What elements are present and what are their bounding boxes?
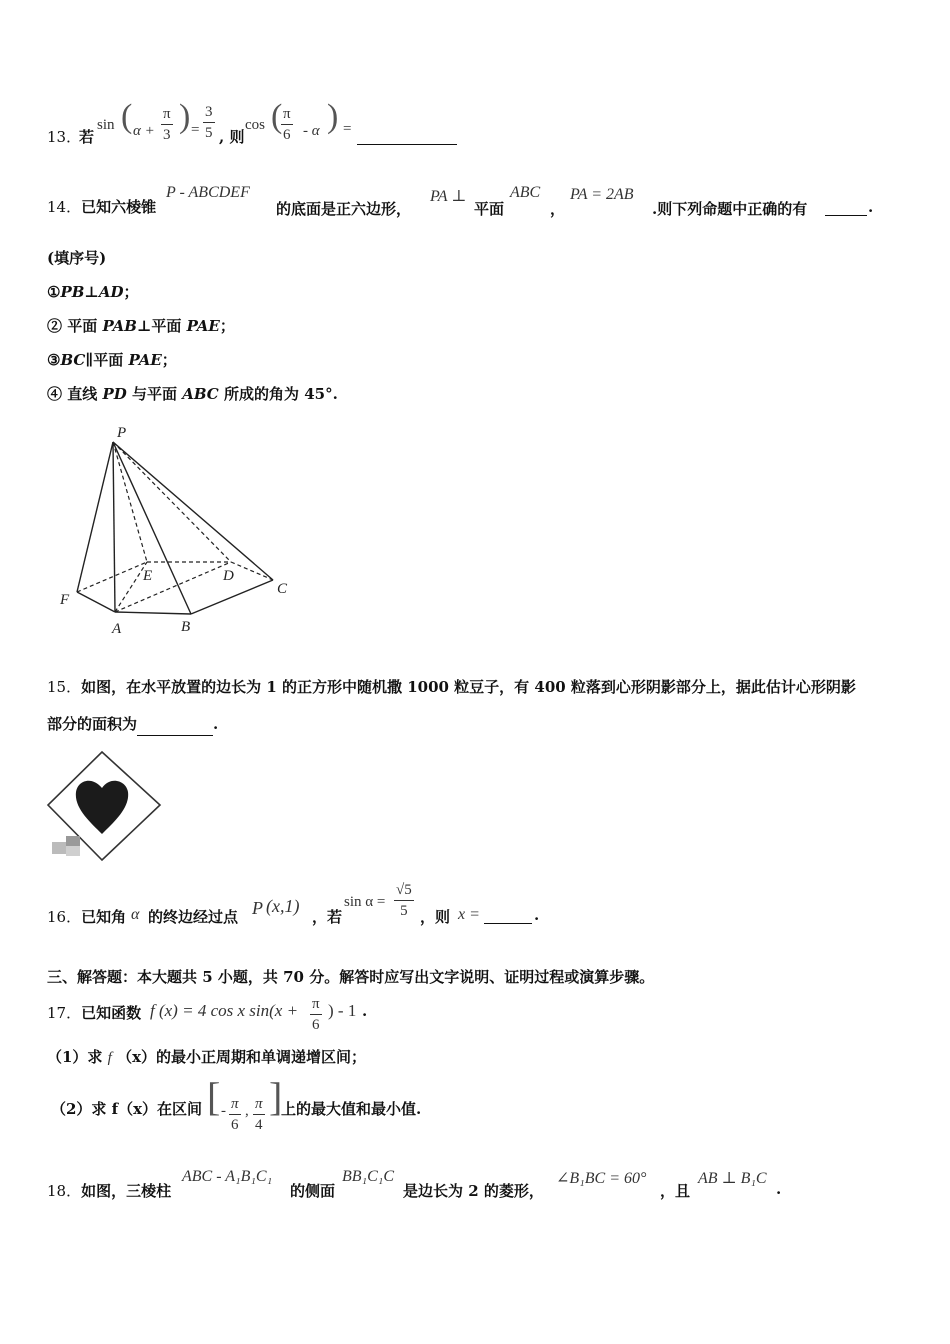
- numerator: √5: [394, 880, 414, 901]
- sqrt5-over-5-fraction: [394, 880, 414, 921]
- plane-pab: PAB: [102, 317, 137, 335]
- part-text: （x）的最小正周期和单调递增区间；: [111, 1048, 367, 1066]
- question-text: 已知函数: [81, 1004, 142, 1022]
- plane-abc: ABC: [510, 184, 541, 201]
- plane-pae: PAE: [186, 317, 220, 335]
- pi-over-6-fraction: [281, 104, 293, 145]
- period: .: [868, 198, 874, 216]
- angle-alpha: α: [131, 906, 140, 923]
- left-paren: (: [121, 98, 133, 135]
- answer-blank[interactable]: [357, 132, 457, 145]
- question-text: ，若: [312, 908, 343, 926]
- option-marker: ③: [47, 351, 61, 369]
- edge-ab: [115, 612, 191, 614]
- left-paren: (: [271, 98, 283, 135]
- heart-square-figure: [44, 748, 164, 866]
- semicolon: ；: [219, 317, 235, 335]
- plane-abc: ABC: [182, 385, 219, 403]
- numerator: π: [229, 1094, 241, 1115]
- point-p: P: [252, 898, 263, 918]
- question-number: 16．: [47, 908, 82, 926]
- vertex-label-f: F: [60, 592, 70, 608]
- question-text: ，: [550, 200, 566, 218]
- x-equals: x =: [458, 906, 480, 923]
- prism-name: ABC - A₁B₁C₁: [182, 1168, 273, 1185]
- option-4: [47, 383, 910, 405]
- scan-artifact: [52, 842, 66, 854]
- minus-sign: -: [221, 1103, 226, 1119]
- denominator: 6: [283, 127, 291, 143]
- option-text: 所成的角为 45°.: [218, 385, 338, 403]
- question-text: 已知角: [81, 908, 127, 926]
- question-15-line1: [47, 676, 910, 698]
- denominator: 5: [400, 903, 408, 919]
- question-text: 如图，三棱柱: [81, 1182, 172, 1200]
- denominator: 4: [255, 1117, 263, 1133]
- edge-pc: [113, 442, 273, 580]
- comma: ,: [245, 1103, 249, 1119]
- point-coords: (x,1): [266, 896, 300, 916]
- numerator: π: [281, 104, 293, 125]
- denominator: 6: [312, 1017, 320, 1033]
- question-text: 部分的面积为: [47, 715, 138, 733]
- part-text: （1）求: [47, 1048, 108, 1066]
- edge-pd: [113, 442, 231, 562]
- vertex-label-a: A: [112, 621, 122, 637]
- answer-blank[interactable]: [484, 922, 532, 924]
- question-text: 是边长为 2 的菱形，: [403, 1182, 544, 1200]
- option-marker: ①: [47, 283, 61, 301]
- numerator: π: [253, 1094, 265, 1115]
- three-fifths-fraction: [203, 102, 215, 143]
- denominator: 6: [231, 1117, 239, 1133]
- pa-perp: PA ⊥: [430, 188, 467, 205]
- period: .: [534, 906, 540, 924]
- question-text: 的底面是正六边形，: [276, 200, 412, 218]
- q17-part1: [47, 1046, 910, 1069]
- function-definition: f (x) = 4 cos x sin(x +: [150, 1001, 299, 1020]
- angle-condition: ∠B₁BC = 60°: [556, 1170, 647, 1187]
- line-bc: BC: [60, 351, 86, 369]
- denominator: 3: [163, 127, 171, 143]
- perp-condition: AB ⊥ B₁C: [698, 1170, 767, 1187]
- numerator: π: [161, 104, 173, 125]
- right-paren: ): [179, 98, 191, 135]
- vertex-label-b: B: [181, 619, 191, 635]
- question-text: .则下列命题中正确的有: [652, 200, 808, 218]
- question-number: 17．: [47, 1004, 82, 1022]
- question-text: 的侧面: [290, 1182, 336, 1200]
- perp-plane-text: ⊥平面: [136, 317, 187, 335]
- question-text: 的终边经过点: [148, 908, 239, 926]
- period: .: [213, 715, 219, 733]
- answer-blank[interactable]: [137, 713, 213, 736]
- question-13: [47, 98, 910, 156]
- option-text: 与平面: [126, 385, 183, 403]
- vertex-label-d: D: [223, 568, 234, 584]
- side-face: BB₁C₁C: [342, 1168, 395, 1185]
- perp-symbol: ⊥: [84, 283, 99, 301]
- scan-artifact: [66, 846, 80, 856]
- line-pd: PD: [102, 385, 127, 403]
- right-paren: ): [327, 98, 339, 135]
- option-2: [47, 315, 910, 337]
- semicolon: ；: [161, 351, 177, 369]
- pi-over-6-fraction: [229, 1094, 241, 1135]
- option-marker: ② 平面: [47, 317, 103, 335]
- right-bracket: ]: [269, 1074, 283, 1119]
- plane-pae: PAE: [128, 351, 162, 369]
- option-1: [47, 281, 910, 303]
- cos-function: cos: [245, 117, 265, 133]
- question-number: 14．: [47, 198, 82, 216]
- period: .: [776, 1180, 782, 1198]
- question-text: 已知六棱锥: [81, 198, 157, 216]
- pyramid-name: P - ABCDEF: [166, 184, 250, 201]
- numerator: 3: [203, 102, 215, 123]
- edge-pb: [113, 442, 191, 614]
- semicolon: ；: [123, 283, 139, 301]
- left-bracket: [: [207, 1074, 221, 1119]
- option-3: [47, 349, 910, 371]
- part-text: 上的最大值和最小值.: [281, 1100, 422, 1118]
- question-text: 如图，在水平放置的边长为 1 的正方形中随机撒 1000 粒豆子，有 400 粒落到心形阴影部分上，据此估计心形阴影: [81, 678, 856, 696]
- minus-alpha-term: - α: [303, 123, 320, 139]
- answer-blank[interactable]: [825, 214, 867, 216]
- question-15-line2: [47, 713, 910, 736]
- edge-fe: [77, 562, 147, 592]
- then-text: , 则: [219, 128, 245, 146]
- question-text: 若: [79, 128, 95, 146]
- vertex-label-c: C: [277, 581, 288, 597]
- equals-sign: =: [343, 121, 352, 137]
- question-number: 15．: [47, 678, 82, 696]
- question-text: ，且: [660, 1182, 691, 1200]
- option-marker: ④ 直线: [47, 385, 103, 403]
- pyramid-figure: [55, 420, 305, 640]
- edge-pf: [77, 442, 113, 592]
- parallel-plane-text: ∥平面: [85, 351, 129, 369]
- question-text: 平面: [474, 200, 505, 218]
- question-number: 18．: [47, 1182, 82, 1200]
- part-text: （2）求 f（x）在区间: [51, 1100, 203, 1118]
- edge-bc: [191, 580, 273, 614]
- numerator: π: [310, 994, 322, 1015]
- pi-over-3-fraction: [161, 104, 173, 145]
- edge-pa: [113, 442, 115, 612]
- denominator: 5: [205, 125, 213, 141]
- fill-hint: (填序号): [47, 249, 107, 267]
- function-tail: ) - 1: [328, 1001, 357, 1020]
- period: .: [362, 1002, 368, 1020]
- edge-fa: [77, 592, 115, 612]
- q17-part2: [47, 1074, 910, 1144]
- scan-artifact: [66, 836, 80, 846]
- vertex-label-p: P: [117, 425, 127, 441]
- edge-dc: [231, 562, 273, 580]
- sin-function: sin: [97, 117, 115, 133]
- equals-sign: =: [191, 122, 200, 138]
- function-f: f: [107, 1050, 112, 1066]
- section-title: 三、解答题：本大题共 5 小题，共 70 分。解答时应写出文字说明、证明过程或演算步骤。: [47, 968, 655, 986]
- alpha-term: α +: [133, 123, 155, 139]
- question-text: ，则: [420, 908, 451, 926]
- question-number: 13．: [47, 128, 82, 146]
- pi-over-4-fraction: [253, 1094, 265, 1135]
- line-ad: AD: [98, 283, 124, 301]
- sin-alpha: sin α =: [344, 894, 386, 910]
- pi-over-6-fraction: [310, 994, 322, 1035]
- vertex-label-e: E: [143, 568, 153, 584]
- line-pb: PB: [60, 283, 85, 301]
- pa-equals-2ab: PA = 2AB: [570, 186, 634, 203]
